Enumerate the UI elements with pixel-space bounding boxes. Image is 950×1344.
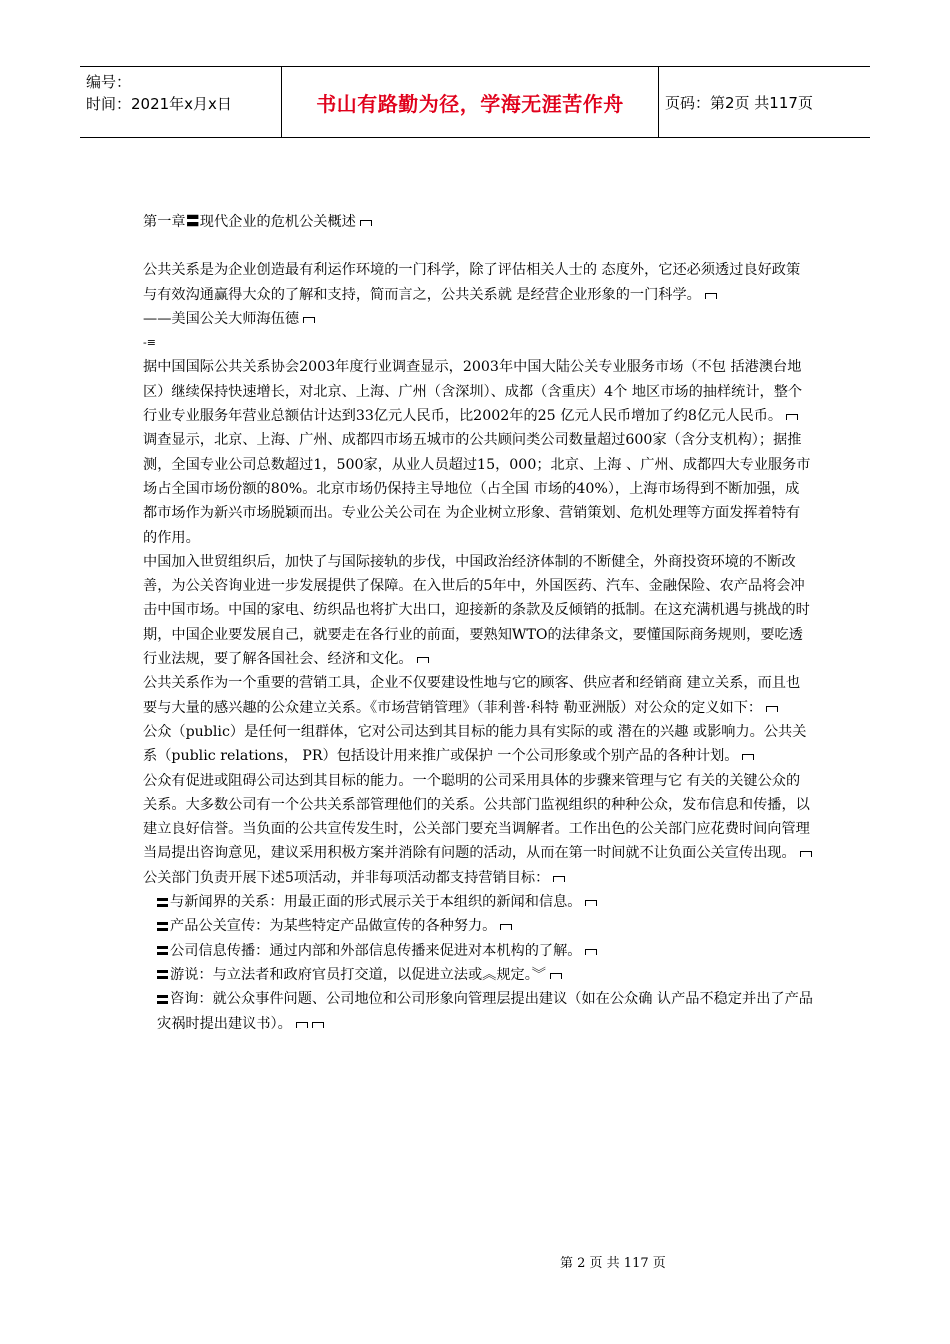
paragraph-mark-icon [766,706,778,712]
paragraph-mark-icon [312,1022,324,1028]
paragraph-mark-icon [786,414,798,420]
paragraph-mark-icon [800,851,812,857]
bullet-text: 公司信息传播：通过内部和外部信息传播来促进对本机构的了解。 [170,942,582,959]
paragraph-mark-icon [296,1022,308,1028]
bullet-text: 与新闻界的关系：用最正面的形式展示关于本组织的新闻和信息。 [170,894,582,911]
paragraph-text: 公共关系作为一个重要的营销工具，企业不仅要建设性地与它的顾客、供应者和经销商 建立关系，而且也要与大量的感兴趣的公众建立关系。《市场营销管理》（菲利普·科特 勒亚洲版）对公众的定义如下： [143,675,801,716]
body-paragraph [143,720,813,769]
body-paragraph [143,671,813,720]
bullet-icon [157,946,168,955]
body-paragraph [143,550,813,671]
body-paragraph [143,866,813,890]
quote-paragraph [143,258,813,307]
paragraph-text: 调查显示，北京、上海、广州、成都四市场五城市的公共顾问类公司数量超过600家（含分支机构）；据推测，全国专业公司总数超过1，500家，从业人员超过15，000；北京、上海 、广州、成都四大专业服务市场占全国市场份额的80%。北京市场仍保持主导地位（占全国 市场的40%），上海市场得到不断加强，成都市场作为新兴市场脱颖而出。专业公关公司在 为企业树立形象、营销策划、危机处理等方面发挥着特有的作用。 [143,432,811,546]
paragraph-text: 公关部门负责开展下述5项活动，并非每项活动都支持营销目标： [143,869,550,886]
paragraph-mark-icon [417,657,429,663]
paragraph-mark-icon [360,220,372,226]
header-motto: 书山有路勤为径，学海无涯苦作舟 [316,91,624,116]
paragraph-mark-icon [742,754,754,760]
bullet-icon [157,995,168,1004]
paragraph-mark-icon [550,973,562,979]
paragraph-mark-icon [705,293,717,299]
paragraph-text: 公众（public）是任何一组群体，它对公司达到其目标的能力具有实际的或 潜在的兴趣 或影响力。公共关系（public relations， PR）包括设计用来推广或保护 一个公司形象或个别产品的各种计划。 [143,723,807,765]
bullet-text: 咨询：就公众事件问题、公司地位和公司形象向管理层提出建议（如在公众确 认产品不稳定并出了产品灾祸时提出建议书）。 [157,991,813,1032]
header-table [80,66,870,138]
stray-mark: -≡ [143,336,156,350]
quote-author [143,307,813,331]
bullet-text: 产品公关宣传：为某些特定产品做宣传的各种努力。 [170,918,497,935]
bullet-icon [157,922,168,931]
chapter-title [143,210,813,234]
chapter-title-text: 第一章〓现代企业的危机公关概述 [143,214,356,230]
bullet-item [143,890,813,914]
paragraph-mark-icon [303,317,315,323]
header-page-info: 页码：第2页 共117页 [665,93,813,112]
bullet-item [143,963,813,987]
paragraph-mark-icon [585,949,597,955]
bullet-icon [157,970,168,979]
bullet-item [143,987,813,1036]
header-left-cell [86,71,276,115]
bullet-item [143,939,813,963]
bullet-item [143,914,813,938]
header-divider [658,67,659,137]
document-body [143,210,813,1036]
quote-text: 公共关系是为企业创造最有利运作环境的一门科学，除了评估相关人士的 态度外，它还必须透过良好政策与有效沟通赢得大众的了解和支持，简而言之，公共关系就 是经营企业形象的一门科学。 [143,262,801,303]
quote-author-text: ——美国公关大师海伍德 [143,310,300,327]
paragraph-mark-icon [553,876,565,882]
body-paragraph [143,769,813,866]
body-paragraph [143,428,813,549]
paragraph-mark-icon [585,900,597,906]
body-paragraph [143,355,813,428]
footer-page-number: 第 2 页 共 117 页 [560,1256,666,1271]
number-label: 编号： [86,73,132,91]
bullet-icon [157,898,168,907]
bullet-text: 游说：与立法者和政府官员打交道，以促进立法或︽规定。︾ [170,966,546,983]
time-label: 时间：2021年x月x日 [86,95,232,113]
paragraph-mark-icon [500,924,512,930]
paragraph-text: 中国加入世贸组织后，加快了与国际接轨的步伐，中国政治经济体制的不断健全，外商投资环境的不断改善，为公关咨询业进一步发展提供了保障。在入世后的5年中，外国医药、汽车、金融保险、农产品将会冲击中国市场。中国的家电、纺织品也将扩大出口，迎接新的条款及反倾销的抵制。在这充满机遇与挑战的时期，中国企业要发展自己，就要走在各行业的前面，要熟知WTO的法律条文，要懂国际商务规则，要吃透行业法规，要了解各国社会、经济和文化。 [143,553,810,668]
paragraph-text: 据中国国际公共关系协会2003年度行业调查显示，2003年中国大陆公关专业服务市场（不包 括港澳台地区）继续保持快速增长，对北京、上海、广州（含深圳）、成都（含重庆）4个 地区市场的抽样统计，整个行业专业服务年营业总额估计达到33亿元人民币，比2002年的25 亿元人民币增加了约8亿元人民币。 [143,359,803,425]
paragraph-text: 公众有促进或阻碍公司达到其目标的能力。一个聪明的公司采用具体的步骤来管理与它 有关的关键公众的关系。大多数公司有一个公共关系部管理他们的关系。公共部门监视组织的种种公众，发布信息和传播，以建立良好信誉。当负面的公共宣传发生时，公关部门要充当调解者。工作出色的公关部门应花费时间向管理当局提出咨询意见，建议采用积极方案并消除有问题的活动，从而在第一时间就不让负面公关宣传出现。 [143,772,810,862]
